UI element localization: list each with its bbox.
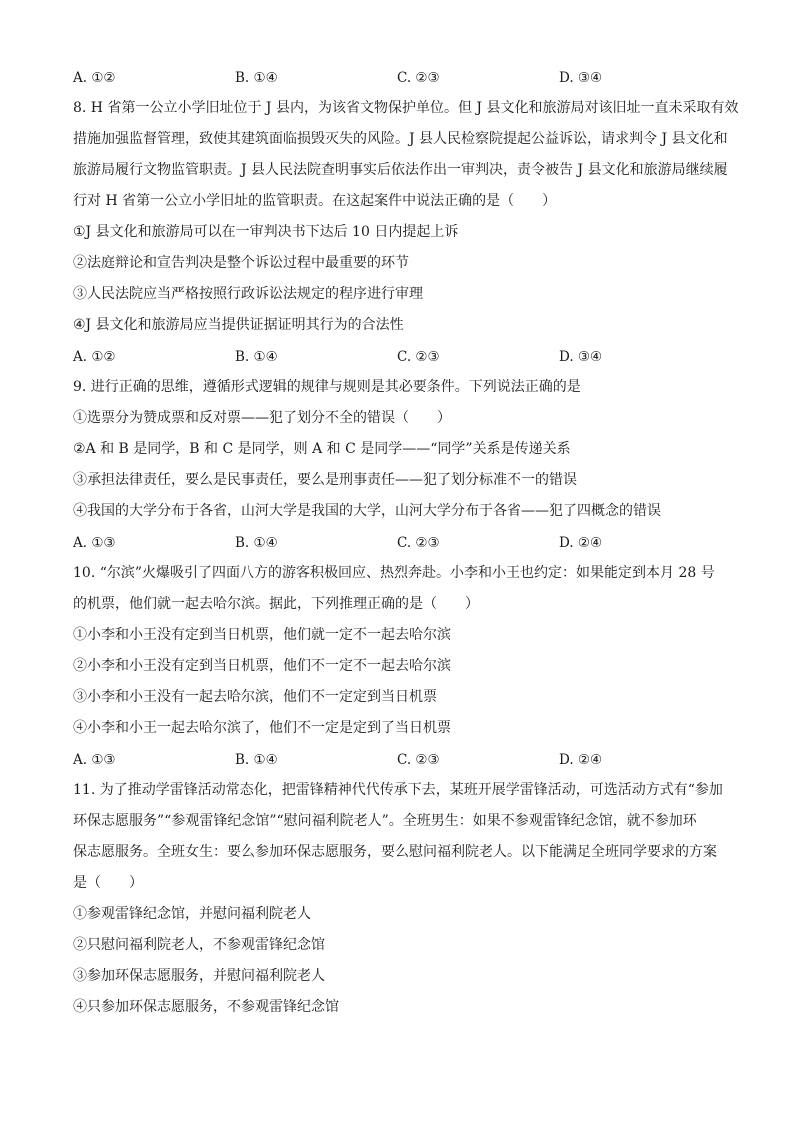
statement-item: ④只参加环保志愿服务，不参观雷锋纪念馆 bbox=[73, 999, 339, 1015]
option-b: B. ①④ bbox=[235, 69, 278, 86]
question-9 bbox=[73, 372, 723, 558]
statement-item: ③承担法律责任，要么是民事责任，要么是刑事责任——犯了划分标准不一的错误 bbox=[73, 472, 577, 488]
question-stem-line: 措施加强监督管理，致使其建筑面临损毁灭失的风险。J 县人民检察院提起公益诉讼，请求判令 J 县文化和 bbox=[73, 131, 728, 147]
statement-item: ①小李和小王没有定到当日机票，他们就一定不一起去哈尔滨 bbox=[73, 627, 451, 643]
q7-options bbox=[73, 62, 723, 93]
question-stem-line: 是（ ） bbox=[73, 875, 143, 891]
q10-options bbox=[73, 744, 723, 775]
question-stem-line: 行对 H 省第一公立小学旧址的监管职责。在这起案件中说法正确的是（ ） bbox=[73, 193, 557, 209]
option-c: C. ②③ bbox=[397, 69, 440, 86]
statement-item: ②法庭辩论和宣告判决是整个诉讼过程中最重要的环节 bbox=[73, 255, 409, 271]
statement-item: ①J 县文化和旅游局可以在一审判决书下达后 10 日内提起上诉 bbox=[73, 224, 459, 240]
statement-item: ④小李和小王一起去哈尔滨了，他们不一定是定到了当日机票 bbox=[73, 720, 451, 736]
question-stem-line: 环保志愿服务”“参观雷锋纪念馆”“慰问福利院老人”。全班男生：如果不参观雷锋纪念馆，就不参加环 bbox=[73, 813, 697, 829]
option-a: A. ①③ bbox=[73, 751, 116, 768]
exam-page bbox=[73, 62, 739, 1023]
option-b: B. ①④ bbox=[235, 534, 278, 551]
option-a: A. ①② bbox=[73, 69, 116, 86]
question-stem-line: 10. “尔滨”火爆吸引了四面八方的游客积极回应、热烈奔赴。小李和小王也约定：如果能定到本月 28 号 bbox=[73, 565, 715, 581]
question-10 bbox=[73, 558, 723, 775]
question-stem-line: 9. 进行正确的思维，遵循形式逻辑的规律与规则是其必要条件。下列说法正确的是 bbox=[73, 379, 581, 395]
option-c: C. ②③ bbox=[397, 348, 440, 365]
option-d: D. ②④ bbox=[559, 534, 603, 551]
option-b: B. ①④ bbox=[235, 751, 278, 768]
question-stem-line: 8. H 省第一公立小学旧址位于 J 县内，为该省文物保护单位。但 J 县文化和旅游局对该旧址一直未采取有效 bbox=[73, 100, 739, 116]
option-c: C. ②③ bbox=[397, 534, 440, 551]
option-d: D. ②④ bbox=[559, 751, 603, 768]
option-c: C. ②③ bbox=[397, 751, 440, 768]
statement-item: ④J 县文化和旅游局应当提供证据证明其行为的合法性 bbox=[73, 317, 404, 333]
question-11 bbox=[73, 775, 723, 1023]
q9-options bbox=[73, 527, 723, 558]
statement-item: ②A 和 B 是同学，B 和 C 是同学，则 A 和 C 是同学——“同学”关系是传递关系 bbox=[73, 441, 571, 457]
option-d: D. ③④ bbox=[559, 69, 603, 86]
statement-item: ①参观雷锋纪念馆，并慰问福利院老人 bbox=[73, 906, 311, 922]
statement-item: ③小李和小王没有一起去哈尔滨，他们不一定定到当日机票 bbox=[73, 689, 437, 705]
option-a: A. ①③ bbox=[73, 534, 116, 551]
question-stem-line: 保志愿服务。全班女生：要么参加环保志愿服务，要么慰问福利院老人。以下能满足全班同学要求的方案 bbox=[73, 844, 717, 860]
statement-item: ③人民法院应当严格按照行政诉讼法规定的程序进行审理 bbox=[73, 286, 423, 302]
option-d: D. ③④ bbox=[559, 348, 603, 365]
question-stem-line: 旅游局履行文物监管职责。J 县人民法院查明事实后依法作出一审判决，责令被告 J 县文化和旅游局继续履 bbox=[73, 162, 728, 178]
option-a: A. ①② bbox=[73, 348, 116, 365]
statement-item: ④我国的大学分布于各省，山河大学是我国的大学，山河大学分布于各省——犯了四概念的错误 bbox=[73, 503, 661, 519]
statement-item: ③参加环保志愿服务，并慰问福利院老人 bbox=[73, 968, 325, 984]
option-b: B. ①④ bbox=[235, 348, 278, 365]
statement-item: ②只慰问福利院老人，不参观雷锋纪念馆 bbox=[73, 937, 325, 953]
question-8 bbox=[73, 93, 739, 372]
question-stem-line: 11. 为了推动学雷锋活动常态化，把雷锋精神代代传承下去，某班开展学雷锋活动，可选活动方式有“参加 bbox=[73, 782, 723, 798]
question-stem-line: 的机票，他们就一起去哈尔滨。据此，下列推理正确的是（ ） bbox=[73, 596, 479, 612]
statement-item: ②小李和小王没有定到当日机票，他们不一定不一起去哈尔滨 bbox=[73, 658, 451, 674]
q8-options bbox=[73, 341, 723, 372]
statement-item: ①选票分为赞成票和反对票——犯了划分不全的错误（ ） bbox=[73, 410, 451, 426]
